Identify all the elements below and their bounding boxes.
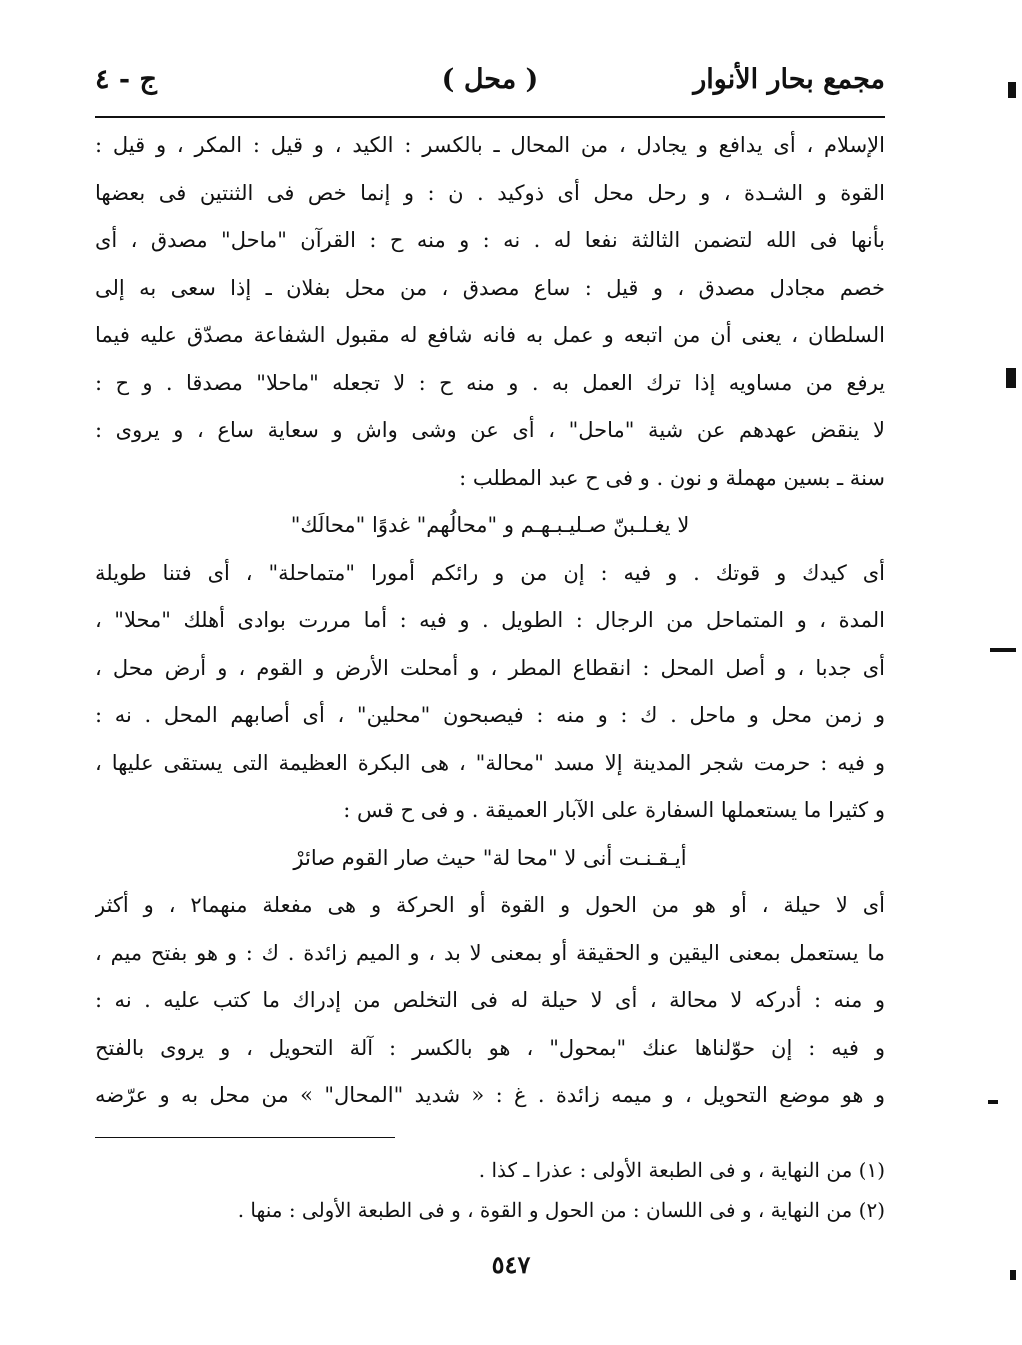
text-line: يرفع من مساويه إذا ترك العمل به . و منه ح : لا تجعله "ماحلا" مصدقا . و ح : — [95, 370, 885, 395]
text-line: لا ينقض عهدهم عن شية "ماحل" ، أى عن وشى واش و سعاية ساع ، و يروى : — [95, 418, 885, 442]
volume-label: ج - ٤ — [95, 64, 157, 95]
verse-line: لا يغـلـبنّ صـليـبـهـم و "محالُهم" غدوًا "محالَك" — [290, 513, 690, 537]
footnote-rule — [95, 1137, 395, 1138]
text-line: سنة ـ بسين مهملة و نون . و فى ح عبد المطلب : — [459, 465, 885, 490]
text-line: القوة و الشـدة ، و رحل محل أى ذوكيد . ن : و إنما خص فى الثنتين فى بعضها — [95, 180, 885, 205]
scan-mark — [1006, 368, 1016, 388]
footnote: (٢) من النهاية ، و فى اللسان : من الحول و القوة ، و فى الطبعة الأولى : منها . — [237, 1198, 885, 1222]
scan-mark — [1008, 82, 1016, 98]
text-line: و منه : أدركه لا محالة ، أى لا حيلة له فى التخلص من إدراك ما كتب عليه . نه : — [95, 988, 885, 1012]
text-line: و فيه : حرمت شجر المدينة إلا مسد "محالة" ، هى البكرة العظيمة التى يستقى عليها ، — [95, 750, 885, 775]
text-line: بأنها فى الله لتضمن الثالثة نفعا له . نه : و منه ح : القرآن "ماحل" مصدق ، أى — [95, 228, 885, 252]
entry-heading: ( محل ) — [441, 64, 539, 95]
text-line: و كثيرا ما يستعملها السفارة على الآبار العميقة . و فى ح قس : — [343, 798, 885, 822]
scan-mark — [990, 648, 1016, 652]
running-header — [95, 64, 885, 108]
text-line: خصم مجادل مصدق ، و قيل : ساع مصدق ، من محل بفلان ـ إذا سعى به إلى — [95, 275, 885, 300]
text-line: أى كيدك و قوتك . و فيه : إن من و رائكم أمورا "متماحلة" ، أى فتنا طويلة — [95, 560, 885, 585]
text-line: الإسلام ، أى يدافع و يجادل ، من المحال ـ بالكسر : الكيد ، و قيل : المكر ، و قيل : — [95, 133, 885, 157]
text-line: أى لا حيلة ، أو هو من الحول و القوة أو الحركة و هى مفعلة منهما٢ ، و أكثر — [95, 893, 885, 917]
scan-mark — [988, 1100, 998, 1104]
book-title: مجمع بحار الأنوار — [693, 64, 885, 95]
footnote: (١) من النهاية ، و فى الطبعة الأولى : عذرا ـ كذا . — [478, 1158, 885, 1182]
text-line: و هو موضع التحويل ، و ميمه زائدة . غ : « شديد "المحال" » من محل به و عرّضه — [95, 1083, 885, 1107]
text-line: و زمن محل و ماحل . ك : و منه : فيصبحون "محلين" ، أى أصابهم المحل . نه : — [95, 703, 885, 727]
text-line: المدة ، و المتماحل من الرجال : الطويل . و فيه : أما مررت بوادى أهلك "محلا" ، — [95, 608, 885, 632]
verse-line: أيـقـنـت أنى لا "محا لة" حيث صار القوم صائرْ — [293, 845, 687, 870]
body-text — [95, 122, 885, 1120]
text-line: السلطان ، يعنى أن من اتبعه و عمل به فانه شافع له مقبول الشفاعة مصدّق عليه فيما — [95, 323, 885, 347]
header-rule — [95, 116, 885, 118]
page-number: ٥٤٧ — [491, 1250, 531, 1279]
text-line: و فيه : إن حوّلناها عنك "بمحول" ، هو بالكسر : آلة التحويل ، و يروى بالفتح — [95, 1035, 885, 1060]
text-line: أى جدبا ، و أصل المحل : انقطاع المطر ، و أمحلت الأرض و القوم ، و أرض محل ، — [95, 655, 885, 680]
text-line: ما يستعمل بمعنى اليقين و الحقيقة أو بمعنى لا بد ، و الميم زائدة . ك : و هو بفتح ميم ، — [95, 940, 885, 965]
footnotes — [95, 1150, 885, 1230]
scan-mark — [1010, 1270, 1016, 1280]
